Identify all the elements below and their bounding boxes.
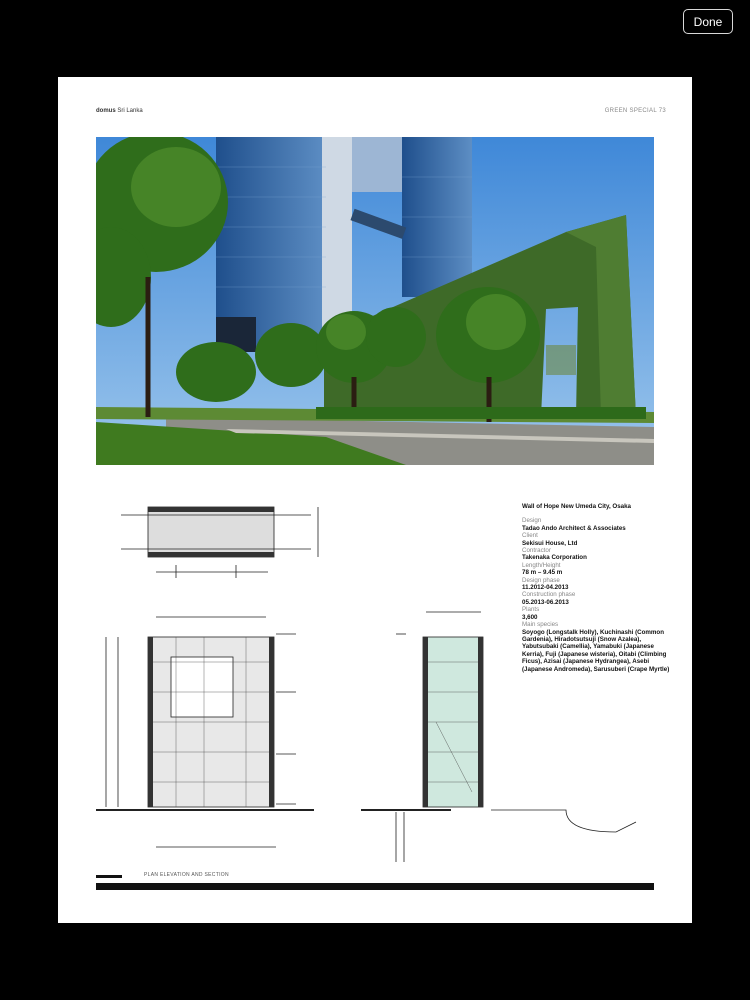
done-button[interactable]: Done <box>683 9 733 34</box>
footer-rule-short <box>96 875 122 878</box>
caption-label: Length/Height <box>522 561 561 569</box>
caption-label: Plants <box>522 606 540 614</box>
caption-label: Construction phase <box>522 591 576 599</box>
section-name: Sri Lanka <box>117 108 143 114</box>
caption-value: Sekisui House, Ltd <box>522 539 578 547</box>
caption-value: Takenaka Corporation <box>522 554 587 562</box>
caption-value: Soyogo (Longstalk Holly), Kuchinashi (Common Gardenia), Hiradotsutsuji (Snow Azalea), Yabutsubaki (Camellia), Yamabuki (Japanese Kerria), Fuji (Japanese wisteria), Oitabi (Climbing Ficus), Azisai (Japanese Hydrangea), Asebi (Japanese Andromeda), Sarusuberi (Crape Myrtle) <box>522 628 670 673</box>
magazine-page <box>58 77 692 923</box>
caption-value: 3,600 <box>522 613 538 621</box>
caption-value: 11.2012-04.2013 <box>522 584 569 592</box>
caption-label: Main species <box>522 621 559 629</box>
caption-label: Design <box>522 517 542 525</box>
project-caption <box>522 503 672 673</box>
magazine-name: domus <box>96 108 116 114</box>
project-title: Wall of Hope New Umeda City, Osaka <box>522 503 631 510</box>
wall-of-hope-photo <box>96 137 654 465</box>
caption-value: 05.2013-06.2013 <box>522 598 569 606</box>
caption-label: Client <box>522 532 538 540</box>
drawing-footer-label: PLAN ELEVATION AND SECTION <box>144 872 229 878</box>
caption-label: Design phase <box>522 576 560 584</box>
page-header-left <box>96 108 143 114</box>
caption-value: 78 m – 9.45 m <box>522 569 563 577</box>
caption-value: Tadao Ando Architect & Associates <box>522 524 626 532</box>
caption-label: Contractor <box>522 547 551 555</box>
footer-rule <box>96 883 654 890</box>
page-header-right: GREEN SPECIAL 73 <box>604 108 666 114</box>
